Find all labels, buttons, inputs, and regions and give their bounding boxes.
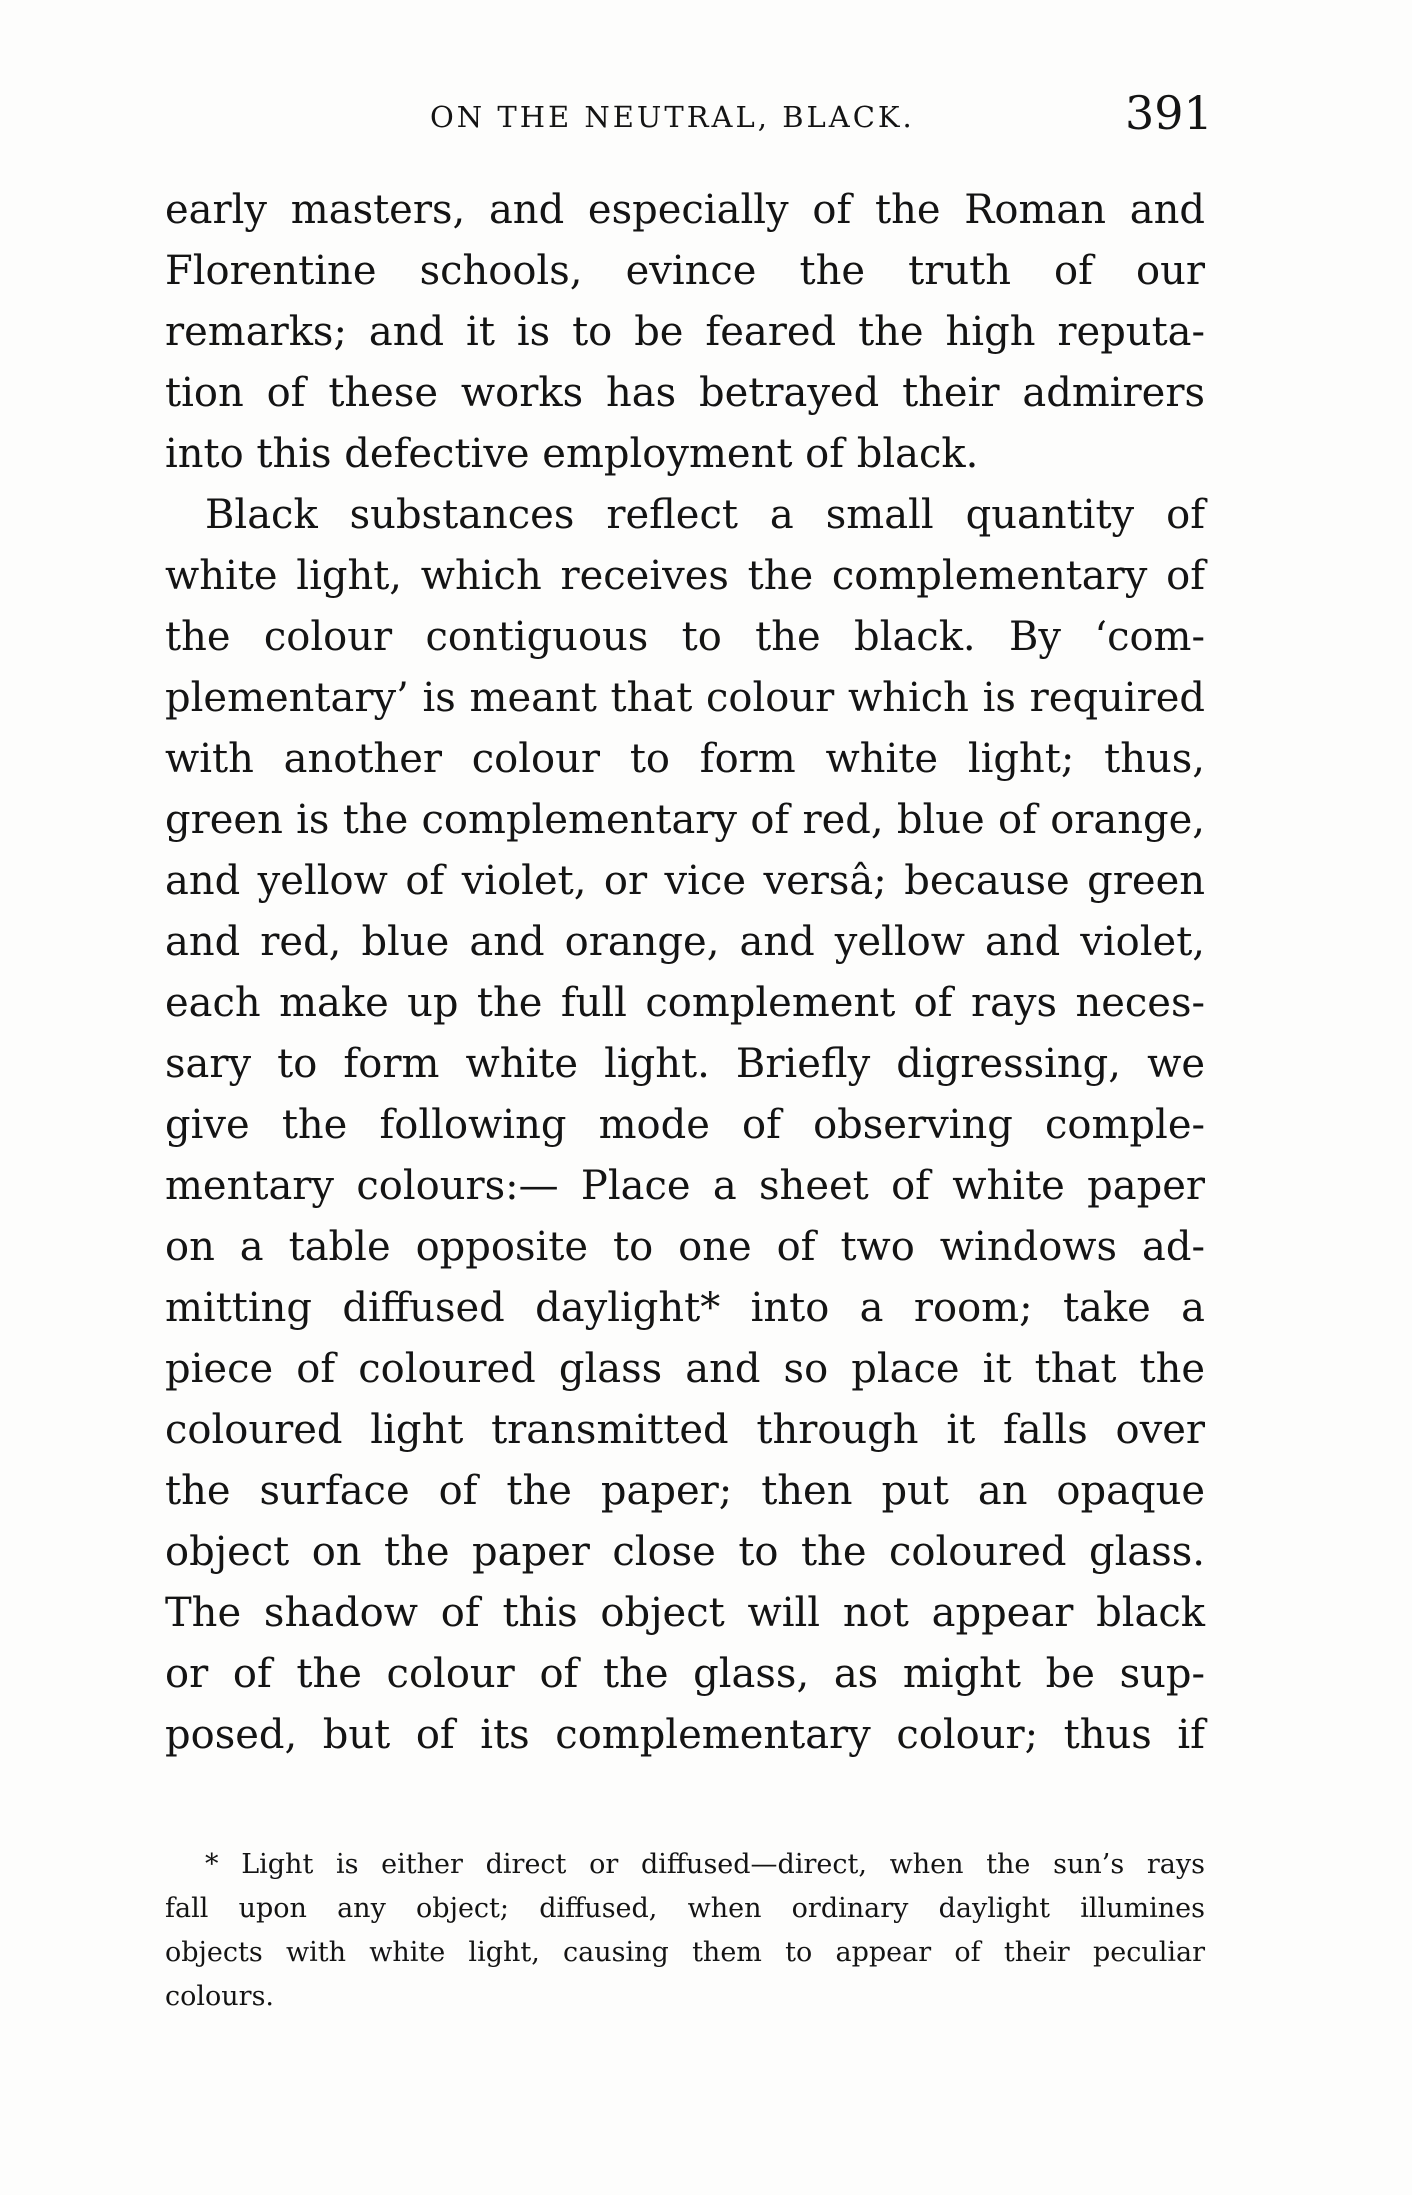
text-line: each make up the full complement of rays neces- — [165, 980, 1205, 1026]
text-line: and yellow of violet, or vice versâ; because green — [165, 858, 1205, 904]
text-line: early masters, and especially of the Roman and — [165, 187, 1205, 233]
text-line: green is the complementary of red, blue of orange, — [165, 797, 1205, 843]
footnote-line: colours. — [165, 1981, 275, 2012]
text-line: posed, but of its complementary colour; thus if — [165, 1712, 1205, 1758]
text-line: plementary’ is meant that colour which is required — [165, 675, 1205, 721]
text-line: Black substances reflect a small quantity of — [205, 492, 1205, 538]
text-line: the surface of the paper; then put an opaque — [165, 1468, 1205, 1514]
text-line: sary to form white light. Briefly digressing, we — [165, 1041, 1205, 1087]
footnote-line: fall upon any object; diffused, when ordinary daylight illumines — [165, 1893, 1205, 1924]
text-line: Florentine schools, evince the truth of our — [165, 248, 1205, 294]
footnote-line: objects with white light, causing them to appear of their peculiar — [165, 1937, 1205, 1968]
text-line: The shadow of this object will not appear black — [165, 1590, 1205, 1636]
running-head: ON THE NEUTRAL, BLACK. — [430, 100, 915, 134]
text-line: white light, which receives the complementary of — [165, 553, 1205, 599]
text-line: on a table opposite to one of two windows ad- — [165, 1224, 1205, 1270]
text-line: or of the colour of the glass, as might be sup- — [165, 1651, 1205, 1697]
text-line: remarks; and it is to be feared the high reputa- — [165, 309, 1205, 355]
footnote — [165, 1843, 1205, 2019]
footnote-line: * Light is either direct or diffused—direct, when the sun’s rays — [205, 1849, 1205, 1880]
text-line: the colour contiguous to the black. By ‘com- — [165, 614, 1205, 660]
text-line: piece of coloured glass and so place it that the — [165, 1346, 1205, 1392]
text-line: coloured light transmitted through it falls over — [165, 1407, 1205, 1453]
text-line: mentary colours:— Place a sheet of white paper — [165, 1163, 1205, 1209]
text-line: give the following mode of observing comple- — [165, 1102, 1205, 1148]
text-line: mitting diffused daylight* into a room; take a — [165, 1285, 1205, 1331]
text-line: object on the paper close to the coloured glass. — [165, 1529, 1205, 1575]
text-line: tion of these works has betrayed their admirers — [165, 370, 1205, 416]
page-number: 391 — [1125, 86, 1213, 140]
text-line: into this defective employment of black. — [165, 431, 979, 477]
body-text — [165, 180, 1205, 1766]
text-line: with another colour to form white light; thus, — [165, 736, 1205, 782]
text-line: and red, blue and orange, and yellow and violet, — [165, 919, 1205, 965]
